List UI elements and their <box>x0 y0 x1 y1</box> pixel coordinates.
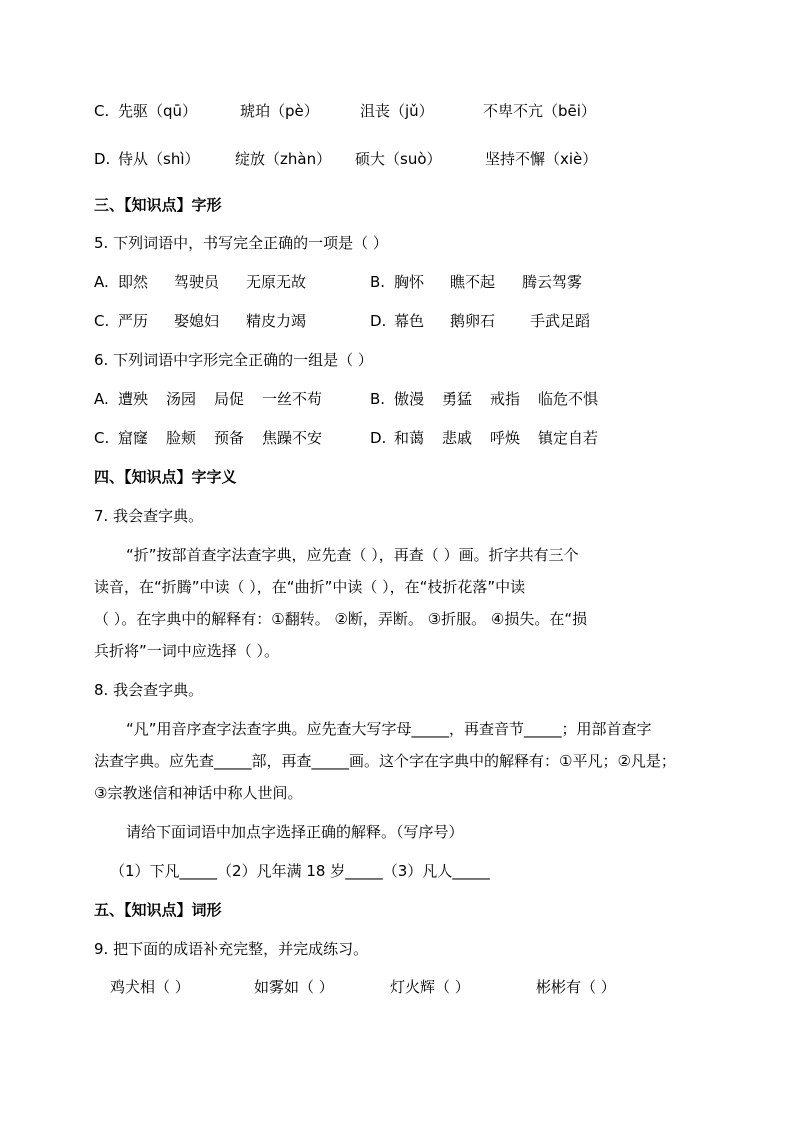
q6-a-word-3: 局促 <box>214 390 245 408</box>
option-c-item-3: 沮丧（jǔ） <box>360 102 434 120</box>
option-c-item-4: 不卑不亢（bēi） <box>483 102 596 120</box>
section-heading-4: 四、【知识点】字字义 <box>94 468 237 486</box>
question-8-para-4: 请给下面词语中加点字选择正确的解释。（写序号） <box>126 823 464 841</box>
idiom-item-2: 如雾如（ ） <box>254 978 334 996</box>
question-7-para-3: （ ）。在字典中的解释有：①翻转。 ②断，弄断。 ③折服。 ④损失。在“损 <box>94 610 588 628</box>
question-7-para-1: “折”按部首查字法查字典，应先查（ ），再查（ ）画。折字共有三个 <box>126 546 579 564</box>
q6-c-word-3: 预备 <box>214 429 245 447</box>
q5-d-label: D. <box>370 312 387 330</box>
q6-d-label: D. <box>370 429 387 447</box>
q6-d-word-3: 呼焕 <box>490 429 521 447</box>
idiom-item-3: 灯火辉（ ） <box>390 978 470 996</box>
q5-a-word-3: 无原无故 <box>246 273 307 291</box>
option-c-label: C. <box>94 102 110 120</box>
question-8-para-2: 法查字典。应先查_____部，再查_____画。这个字在字典中的解释有：①平凡；②凡是； <box>94 752 676 770</box>
q6-d-word-4: 镇定自若 <box>538 429 599 447</box>
idiom-item-4: 彬彬有（ ） <box>536 978 616 996</box>
question-7-para-2: 读音，在“折腾”中读（ ），在“曲折”中读（ ），在“枝折花落”中读 <box>94 578 526 596</box>
q6-a-word-1: 遭殃 <box>118 390 149 408</box>
question-7-stem: 7. 我会查字典。 <box>94 507 204 525</box>
q5-b-word-3: 腾云驾雾 <box>522 273 583 291</box>
q6-c-label: C. <box>94 429 110 447</box>
q5-a-word-2: 驾驶员 <box>174 273 220 291</box>
q6-b-word-1: 傲漫 <box>394 390 425 408</box>
q5-c-word-1: 严历 <box>118 312 149 330</box>
q6-d-word-1: 和蔼 <box>394 429 425 447</box>
q6-a-word-4: 一丝不苟 <box>262 390 323 408</box>
q6-b-word-4: 临危不惧 <box>538 390 599 408</box>
q5-a-word-1: 即然 <box>118 273 149 291</box>
q6-b-word-2: 勇猛 <box>442 390 473 408</box>
q5-d-word-3: 手武足蹈 <box>530 312 591 330</box>
question-8-para-5: （1）下凡_____（2）凡年满 18 岁_____（3）凡人_____ <box>110 862 490 880</box>
section-heading-5: 五、【知识点】词形 <box>94 901 222 919</box>
section-heading-3: 三、【知识点】字形 <box>94 196 222 214</box>
option-d-item-1: 侍从（shì） <box>118 150 200 168</box>
option-d-label: D. <box>94 150 111 168</box>
q6-a-label: A. <box>94 390 109 408</box>
q6-c-word-2: 脸颊 <box>166 429 197 447</box>
q6-c-word-4: 焦躁不安 <box>262 429 323 447</box>
q5-b-word-1: 胸怀 <box>394 273 425 291</box>
q5-d-word-2: 鹅卵石 <box>450 312 496 330</box>
question-8-para-1: “凡”用音序查字法查字典。应先查大写字母_____，再查音节_____；用部首查字 <box>126 720 652 738</box>
question-8-para-3: ③宗教迷信和神话中称人世间。 <box>94 784 303 802</box>
question-8-stem: 8. 我会查字典。 <box>94 681 204 699</box>
q5-c-word-3: 精皮力竭 <box>246 312 307 330</box>
q6-b-label: B. <box>370 390 386 408</box>
option-c-item-2: 琥珀（pè） <box>240 102 319 120</box>
q5-a-label: A. <box>94 273 109 291</box>
q5-c-label: C. <box>94 312 110 330</box>
question-7-para-4: 兵折将”一词中应选择（ ）。 <box>94 642 280 660</box>
q6-a-word-2: 汤园 <box>166 390 197 408</box>
q6-b-word-3: 戒指 <box>490 390 521 408</box>
q5-b-word-2: 瞧不起 <box>450 273 496 291</box>
q5-b-label: B. <box>370 273 386 291</box>
option-c-item-1: 先驱（qū） <box>118 102 198 120</box>
option-d-item-2: 绽放（zhàn） <box>235 150 332 168</box>
idiom-item-1: 鸡犬相（ ） <box>110 978 190 996</box>
question-9-stem: 9. 把下面的成语补充完整，并完成练习。 <box>94 940 369 958</box>
question-5-stem: 5. 下列词语中，书写完全正确的一项是（ ） <box>94 234 388 252</box>
option-d-item-3: 硕大（suò） <box>355 150 442 168</box>
question-6-stem: 6. 下列词语中字形完全正确的一组是（ ） <box>94 351 373 369</box>
q5-d-word-1: 幕色 <box>394 312 425 330</box>
q6-d-word-2: 悲戚 <box>442 429 473 447</box>
option-d-item-4: 坚持不懈（xiè） <box>485 150 598 168</box>
q5-c-word-2: 娶媳妇 <box>174 312 220 330</box>
q6-c-word-1: 窟窿 <box>118 429 149 447</box>
